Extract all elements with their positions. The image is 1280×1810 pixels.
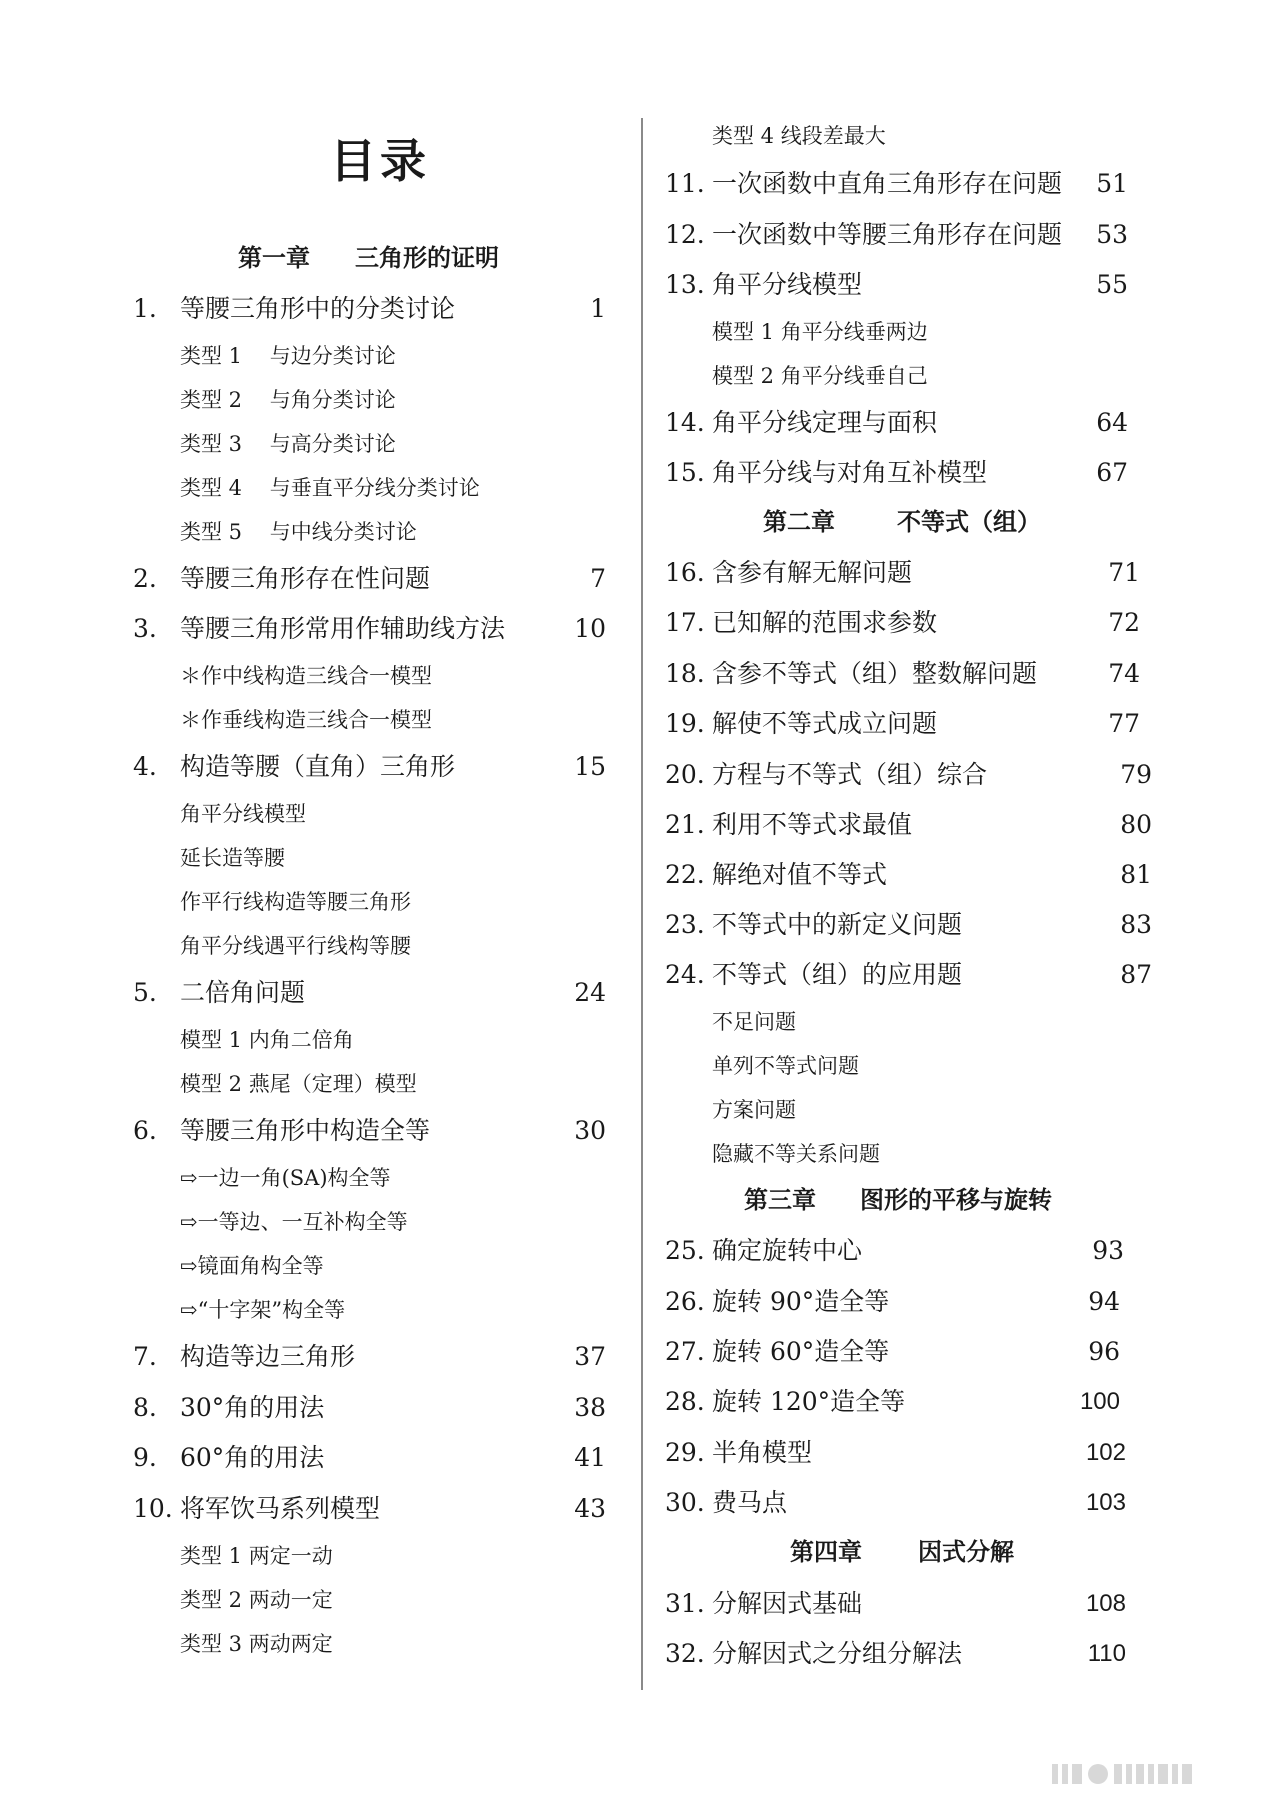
entry-number: 7. (133, 1342, 157, 1371)
toc-entry[interactable] (645, 702, 1280, 746)
entry-number: 25. (665, 1236, 705, 1265)
entry-number: 13. (665, 270, 705, 299)
toc-subentry[interactable] (0, 1536, 640, 1576)
toc-entry[interactable] (645, 1632, 1280, 1676)
entry-page: 71 (1108, 558, 1140, 587)
toc-entry[interactable] (0, 1109, 640, 1153)
chapter-number: 第四章 (790, 1537, 862, 1566)
toc-subentry[interactable] (0, 512, 640, 552)
entry-page: 38 (574, 1393, 606, 1422)
entry-number: 27. (665, 1337, 705, 1366)
entry-page: 100 (1079, 1388, 1120, 1415)
toc-entry[interactable] (645, 162, 1280, 206)
entry-page: 93 (1092, 1236, 1124, 1265)
toc-entry[interactable] (0, 971, 640, 1015)
toc-entry[interactable] (0, 1335, 640, 1379)
entry-title: 角平分线与对角互补模型 (712, 458, 988, 487)
subentry-title: 模型 1 角平分线垂两边 (712, 320, 928, 344)
subentry-title: 类型 1 与边分类讨论 (180, 344, 396, 368)
entry-page: 72 (1108, 608, 1140, 637)
toc-entry[interactable] (0, 287, 640, 331)
entry-page: 64 (1096, 408, 1128, 437)
entry-number: 19. (665, 709, 705, 738)
toc-entry[interactable] (645, 753, 1280, 797)
toc-entry[interactable] (645, 451, 1280, 495)
subentry-title: ⇨一边一角(SA)构全等 (180, 1166, 391, 1190)
toc-subentry[interactable] (0, 336, 640, 376)
toc-entry[interactable] (0, 1386, 640, 1430)
toc-entry[interactable] (645, 263, 1280, 307)
entry-number: 15. (665, 458, 705, 487)
entry-title: 分解因式基础 (712, 1589, 863, 1618)
chapter-heading (645, 1178, 1280, 1222)
chapter-title: 三角形的证明 (355, 243, 499, 272)
entry-page: 67 (1096, 458, 1128, 487)
subentry-title: 角平分线遇平行线构等腰 (180, 934, 411, 958)
entry-page: 55 (1096, 270, 1128, 299)
entry-title: 半角模型 (712, 1438, 813, 1467)
toc-subentry[interactable] (0, 468, 640, 508)
subentry-title: 不足问题 (712, 1010, 796, 1034)
toc-entry[interactable] (645, 652, 1280, 696)
entry-number: 1. (133, 294, 157, 323)
entry-number: 26. (665, 1287, 705, 1316)
entry-number: 18. (665, 659, 705, 688)
subentry-title: 类型 3 两动两定 (180, 1632, 333, 1656)
subentry-title: 类型 2 两动一定 (180, 1588, 333, 1612)
toc-entry[interactable] (645, 601, 1280, 645)
chapter-number: 第三章 (744, 1185, 816, 1214)
toc-entry[interactable] (645, 1481, 1280, 1525)
subentry-title: 类型 4 与垂直平分线分类讨论 (180, 476, 480, 500)
chapter-number: 第二章 (763, 507, 835, 536)
entry-title: 已知解的范围求参数 (712, 608, 938, 637)
entry-page: 30 (574, 1116, 606, 1145)
subentry-title: 模型 2 角平分线垂自己 (712, 364, 928, 388)
entry-page: 83 (1120, 910, 1152, 939)
subentry-title: 类型 5 与中线分类讨论 (180, 520, 417, 544)
toc-subentry[interactable] (645, 356, 1280, 396)
entry-title: 旋转 120°造全等 (712, 1387, 906, 1416)
entry-number: 10. (133, 1494, 173, 1523)
toc-entry[interactable] (645, 953, 1280, 997)
entry-title: 等腰三角形常用作辅助线方法 (180, 614, 506, 643)
subentry-title: 模型 1 内角二倍角 (180, 1028, 354, 1052)
entry-page: 87 (1120, 960, 1152, 989)
entry-title: 二倍角问题 (180, 978, 306, 1007)
entry-title: 解使不等式成立问题 (712, 709, 938, 738)
toc-entry[interactable] (645, 551, 1280, 595)
subentry-title: 角平分线模型 (180, 802, 306, 826)
entry-number: 23. (665, 910, 705, 939)
toc-subentry[interactable] (0, 1624, 640, 1664)
entry-page: 103 (1085, 1489, 1126, 1516)
toc-entry[interactable] (645, 903, 1280, 947)
entry-page: 24 (574, 978, 606, 1007)
toc-subentry[interactable] (0, 424, 640, 464)
toc-entry[interactable] (645, 803, 1280, 847)
entry-number: 14. (665, 408, 705, 437)
toc-subentry[interactable] (0, 838, 640, 878)
entry-title: 分解因式之分组分解法 (712, 1639, 963, 1668)
toc-subentry[interactable] (0, 1158, 640, 1198)
page-title: 目录 (330, 134, 430, 188)
toc-subentry[interactable] (645, 1134, 1280, 1174)
toc-subentry[interactable] (0, 794, 640, 834)
subentry-title: 类型 4 线段差最大 (712, 124, 886, 148)
chapter-number: 第一章 (238, 243, 310, 272)
chapter-title: 图形的平移与旋转 (860, 1185, 1052, 1214)
entry-number: 9. (133, 1443, 157, 1472)
entry-title: 构造等腰（直角）三角形 (180, 752, 456, 781)
entry-page: 80 (1120, 810, 1152, 839)
toc-entry[interactable] (645, 213, 1280, 257)
entry-title: 等腰三角形存在性问题 (180, 564, 431, 593)
subentry-title: 隐藏不等关系问题 (712, 1142, 880, 1166)
entry-page: 74 (1108, 659, 1140, 688)
toc-entry[interactable] (645, 1582, 1280, 1626)
toc-subentry[interactable] (0, 1064, 640, 1104)
entry-title: 利用不等式求最值 (712, 810, 913, 839)
toc-entry[interactable] (645, 1431, 1280, 1475)
entry-title: 旋转 90°造全等 (712, 1287, 890, 1316)
subentry-title: ＊作垂线构造三线合一模型 (180, 708, 432, 732)
entry-page: 79 (1120, 760, 1152, 789)
subentry-title: 方案问题 (712, 1098, 796, 1122)
subentry-title: 类型 1 两定一动 (180, 1544, 333, 1568)
toc-entry[interactable] (0, 607, 640, 651)
entry-number: 16. (665, 558, 705, 587)
entry-number: 20. (665, 760, 705, 789)
toc-subentry[interactable] (645, 1090, 1280, 1130)
entry-page: 94 (1088, 1287, 1120, 1316)
toc-subentry[interactable] (0, 1290, 640, 1330)
entry-page: 37 (574, 1342, 606, 1371)
entry-page: 51 (1096, 169, 1128, 198)
subentry-title: 延长造等腰 (180, 846, 285, 870)
entry-title: 等腰三角形中的分类讨论 (180, 294, 456, 323)
entry-page: 41 (574, 1443, 606, 1472)
entry-title: 一次函数中等腰三角形存在问题 (712, 220, 1063, 249)
entry-number: 28. (665, 1387, 705, 1416)
entry-title: 确定旋转中心 (712, 1236, 863, 1265)
chapter-title: 不等式（组） (897, 507, 1041, 536)
toc-subentry[interactable] (0, 1580, 640, 1620)
entry-page: 108 (1085, 1590, 1126, 1617)
entry-number: 2. (133, 564, 157, 593)
toc-entry[interactable] (0, 557, 640, 601)
entry-title: 等腰三角形中构造全等 (180, 1116, 431, 1145)
toc-entry[interactable] (645, 401, 1280, 445)
subentry-title: 类型 3 与高分类讨论 (180, 432, 396, 456)
chapter-heading (645, 500, 1280, 544)
subentry-title: 单列不等式问题 (712, 1054, 859, 1078)
entry-number: 17. (665, 608, 705, 637)
entry-title: 含参不等式（组）整数解问题 (712, 659, 1038, 688)
entry-title: 方程与不等式（组）综合 (712, 760, 988, 789)
entry-page: 10 (574, 614, 606, 643)
entry-page: 15 (574, 752, 606, 781)
toc-subentry[interactable] (0, 926, 640, 966)
toc-entry[interactable] (645, 1280, 1280, 1324)
column-divider (641, 118, 643, 1690)
subentry-title: ＊作中线构造三线合一模型 (180, 664, 432, 688)
toc-subentry[interactable] (0, 882, 640, 922)
entry-number: 22. (665, 860, 705, 889)
entry-title: 30°角的用法 (180, 1393, 325, 1422)
subentry-title: 模型 2 燕尾（定理）模型 (180, 1072, 417, 1096)
toc-subentry[interactable] (645, 1002, 1280, 1042)
toc-subentry[interactable] (0, 700, 640, 740)
entry-number: 29. (665, 1438, 705, 1467)
entry-number: 30. (665, 1488, 705, 1517)
entry-title: 60°角的用法 (180, 1443, 325, 1472)
entry-title: 不等式（组）的应用题 (712, 960, 963, 989)
entry-title: 一次函数中直角三角形存在问题 (712, 169, 1063, 198)
subentry-title: 作平行线构造等腰三角形 (180, 890, 411, 914)
entry-number: 12. (665, 220, 705, 249)
toc-entry[interactable] (0, 745, 640, 789)
entry-page: 96 (1088, 1337, 1120, 1366)
toc-subentry[interactable] (0, 1202, 640, 1242)
entry-title: 含参有解无解问题 (712, 558, 913, 587)
subentry-title: 类型 2 与角分类讨论 (180, 388, 396, 412)
entry-number: 11. (665, 169, 705, 198)
toc-subentry[interactable] (645, 312, 1280, 352)
entry-number: 5. (133, 978, 157, 1007)
entry-title: 旋转 60°造全等 (712, 1337, 890, 1366)
toc-entry[interactable] (645, 1229, 1280, 1273)
chapter-title: 因式分解 (918, 1537, 1014, 1566)
chapter-heading (645, 1530, 1280, 1574)
toc-subentry[interactable] (0, 380, 640, 420)
toc-entry[interactable] (0, 1487, 640, 1531)
entry-number: 24. (665, 960, 705, 989)
entry-number: 21. (665, 810, 705, 839)
entry-page: 77 (1108, 709, 1140, 738)
entry-number: 3. (133, 614, 157, 643)
entry-number: 8. (133, 1393, 157, 1422)
entry-page: 81 (1120, 860, 1152, 889)
entry-page: 110 (1087, 1640, 1126, 1667)
toc-subentry[interactable] (0, 656, 640, 696)
subentry-title: ⇨镜面角构全等 (180, 1254, 324, 1278)
entry-page: 7 (590, 564, 606, 593)
entry-title: 解绝对值不等式 (712, 860, 888, 889)
entry-page: 102 (1085, 1439, 1126, 1466)
toc-subentry[interactable] (645, 116, 1280, 156)
entry-page: 1 (590, 294, 606, 323)
toc-subentry[interactable] (645, 1046, 1280, 1086)
toc-entry[interactable] (645, 853, 1280, 897)
entry-title: 角平分线模型 (712, 270, 863, 299)
chapter-heading (0, 236, 640, 280)
entry-page: 53 (1096, 220, 1128, 249)
subentry-title: ⇨“十字架”构全等 (180, 1298, 346, 1322)
watermark-logo (1050, 1760, 1250, 1788)
entry-title: 角平分线定理与面积 (712, 408, 938, 437)
entry-title: 费马点 (712, 1488, 788, 1517)
toc-subentry[interactable] (0, 1246, 640, 1286)
subentry-title: ⇨一等边、一互补构全等 (180, 1210, 408, 1234)
toc-entry[interactable] (0, 1436, 640, 1480)
entry-number: 4. (133, 752, 157, 781)
entry-number: 6. (133, 1116, 157, 1145)
entry-number: 32. (665, 1639, 705, 1668)
entry-title: 构造等边三角形 (180, 1342, 356, 1371)
entry-page: 43 (574, 1494, 606, 1523)
entry-title: 将军饮马系列模型 (180, 1494, 381, 1523)
toc-entry[interactable] (645, 1380, 1280, 1424)
toc-entry[interactable] (645, 1330, 1280, 1374)
entry-number: 31. (665, 1589, 705, 1618)
entry-title: 不等式中的新定义问题 (712, 910, 963, 939)
toc-subentry[interactable] (0, 1020, 640, 1060)
